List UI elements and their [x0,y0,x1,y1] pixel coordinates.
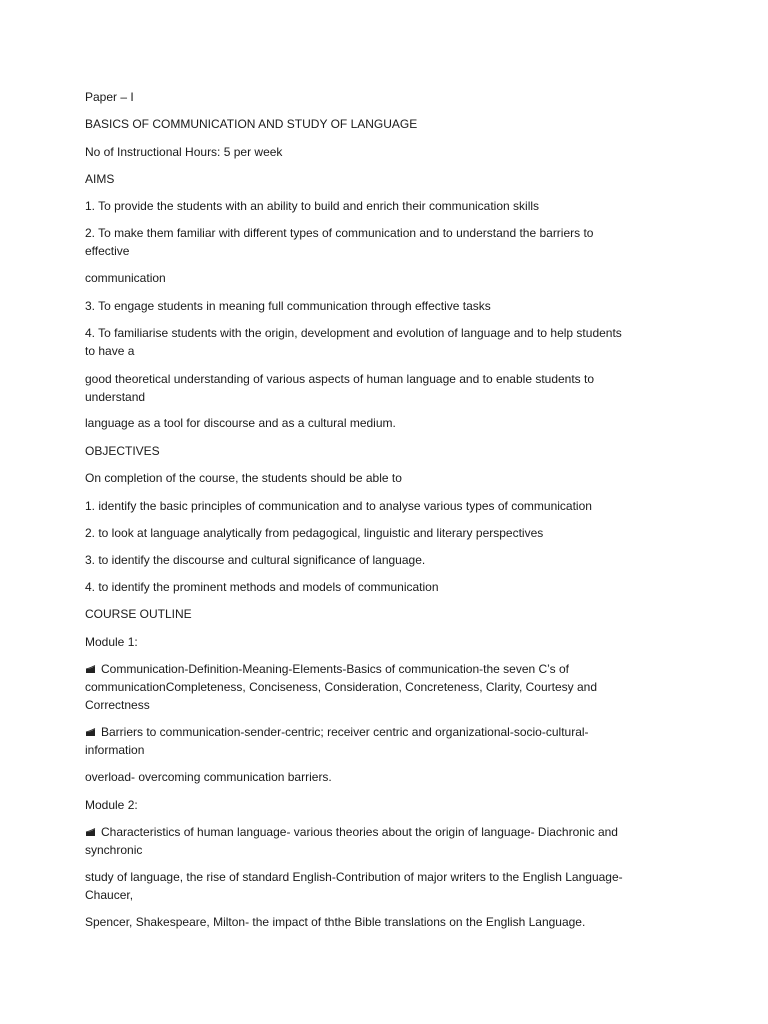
paper-title: BASICS OF COMMUNICATION AND STUDY OF LANGUAGE [85,117,418,131]
aim-item-4-continued: good theoretical understanding of various aspects of human language and to enable students to understand [85,372,595,404]
objective-item-2: 2. to look at language analytically from pedagogical, linguistic and literary perspectives [85,526,544,540]
module-1-bullet-2-text: Barriers to communication-sender-centric; receiver centric and organizational-socio-cultural-information [85,725,589,757]
instructional-hours: No of Instructional Hours: 5 per week [85,145,283,159]
aim-item-2: 2. To make them familiar with different types of communication and to understand the barriers to effective [85,226,594,258]
page-curl-icon [85,728,96,737]
module-1-bullet-1-text: Communication-Definition-Meaning-Elements-Basics of communication-the seven C’s of communicationCompleteness, Conciseness, Consideration, Concreteness, Clarity, Courtesy and Correctness [85,662,598,712]
page-curl-icon [85,665,96,674]
objectives-heading: OBJECTIVES [85,444,160,458]
objective-item-4: 4. to identify the prominent methods and models of communication [85,580,439,594]
aim-item-3: 3. To engage students in meaning full communication through effective tasks [85,299,491,313]
module-2-heading: Module 2: [85,798,138,812]
aims-heading: AIMS [85,172,115,186]
objectives-intro: On completion of the course, the students should be able to [85,471,402,485]
aim-item-4: 4. To familiarise students with the origin, development and evolution of language and to help students to have a [85,326,622,358]
course-outline-heading: COURSE OUTLINE [85,607,192,621]
aim-item-2-continued: communication [85,271,166,285]
module-2-bullet-1-continued: study of language, the rise of standard English-Contribution of major writers to the English Language-Chaucer, [85,870,623,902]
aim-item-4-end: language as a tool for discourse and as a cultural medium. [85,416,396,430]
module-2-bullet-1 [85,823,625,859]
module-1-bullet-2-continued: overload- overcoming communication barriers. [85,770,332,784]
module-2-bullet-1-text: Characteristics of human language- various theories about the origin of language- Diachronic and synchronic [85,825,618,857]
paper-number: Paper – I [85,90,134,104]
module-1-bullet-2 [85,723,625,759]
objective-item-1: 1. identify the basic principles of communication and to analyse various types of communication [85,499,592,513]
module-1-bullet-1 [85,660,625,714]
page-curl-icon [85,828,96,837]
module-2-bullet-1-end: Spencer, Shakespeare, Milton- the impact of ththe Bible translations on the English Language. [85,915,586,929]
module-1-heading: Module 1: [85,635,138,649]
objective-item-3: 3. to identify the discourse and cultural significance of language. [85,553,426,567]
aim-item-1: 1. To provide the students with an ability to build and enrich their communication skills [85,199,540,213]
